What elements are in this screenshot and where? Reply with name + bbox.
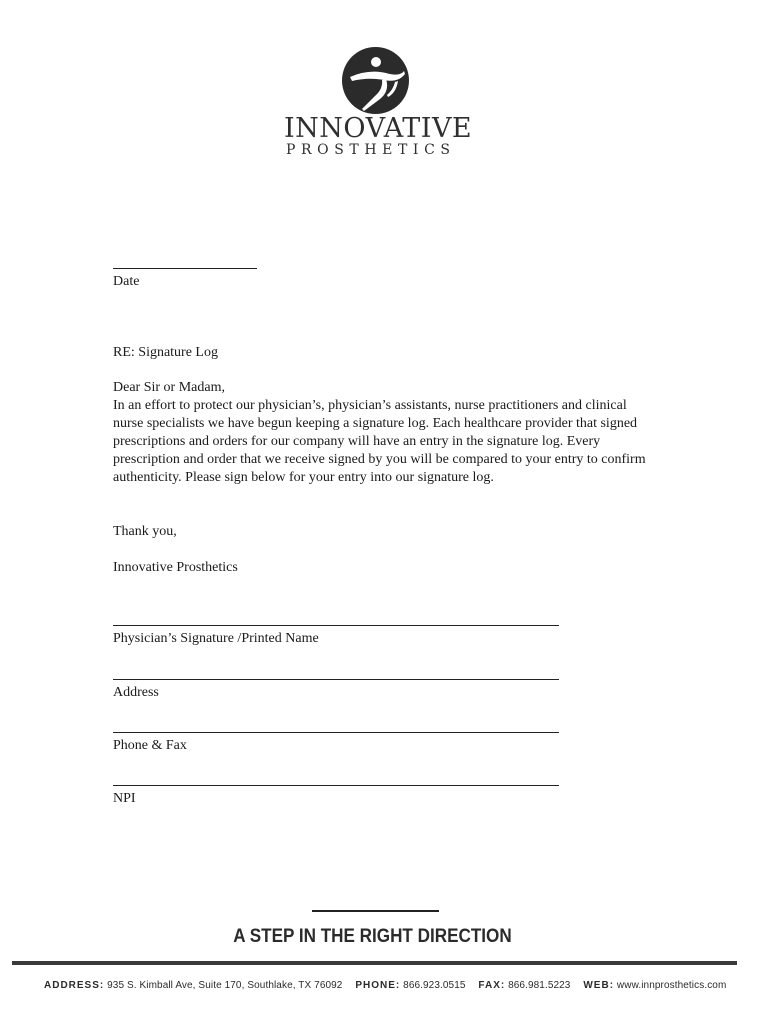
sender-name: Innovative Prosthetics (113, 560, 238, 575)
phone-line (113, 732, 559, 733)
footer-web: www.innprosthetics.com (616, 980, 727, 991)
footer-fax-key: FAX: (478, 980, 506, 991)
tagline: A STEP IN THE RIGHT DIRECTION (233, 926, 512, 947)
npi-line (113, 785, 559, 786)
phone-label: Phone & Fax (113, 738, 187, 753)
footer-contact (44, 980, 744, 991)
brand-name: INNOVATIVE (284, 113, 473, 144)
date-line (113, 268, 257, 269)
footer-fax: 866.981.5223 (508, 980, 571, 991)
footer-address-key: ADDRESS: (44, 980, 105, 991)
footer-address: 935 S. Kimball Ave, Suite 170, Southlake, TX 76092 (107, 980, 343, 991)
body-paragraph: In an effort to protect our physician’s, physician’s assistants, nurse practitioners and clinical nurse specialists we have begun keeping a signature log. Each healthcare provider that signed prescriptions and orders for our company will have an entry in the signature log. Every prescription and order that we receive signed by you will be compared to your entry to confirm authenticity. Please sign below for your entry into our signature log. (113, 397, 646, 485)
footer-phone: 866.923.0515 (403, 980, 466, 991)
address-label: Address (113, 685, 159, 700)
re-line: RE: Signature Log (113, 345, 218, 360)
footer-bar (12, 961, 737, 965)
signature-line (113, 625, 559, 626)
footer-web-key: WEB: (583, 980, 615, 991)
signature-label: Physician’s Signature /Printed Name (113, 631, 319, 646)
npi-label: NPI (113, 791, 136, 806)
running-figure-logo-icon (342, 47, 409, 114)
salutation: Dear Sir or Madam, (113, 380, 225, 395)
address-line (113, 679, 559, 680)
brand-subtitle: PROSTHETICS (286, 142, 456, 158)
letter-body (113, 379, 658, 486)
date-label: Date (113, 274, 140, 289)
tagline-rule (312, 910, 439, 912)
footer-phone-key: PHONE: (355, 980, 401, 991)
closing: Thank you, (113, 524, 177, 539)
